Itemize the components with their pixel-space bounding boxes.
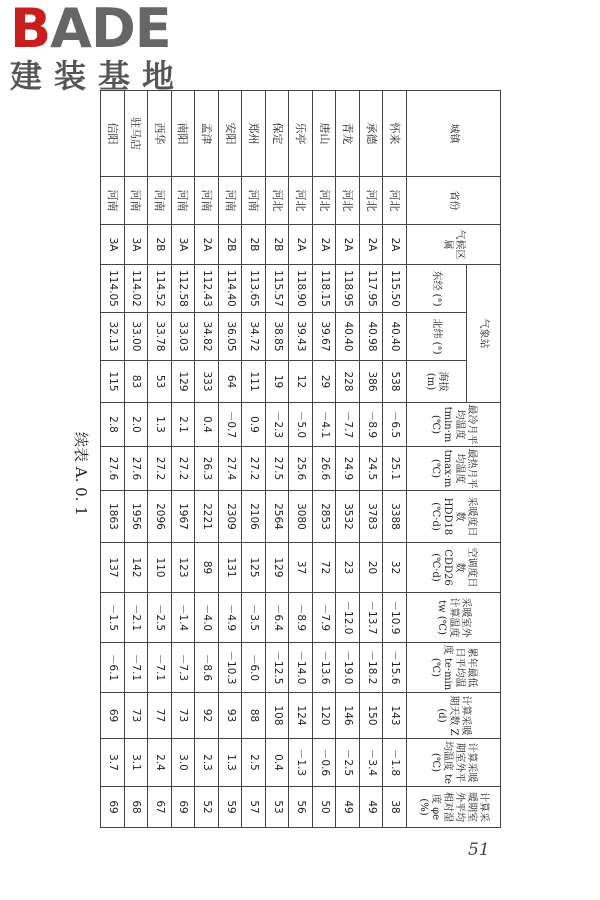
cell-lat: 40.40 — [336, 313, 360, 361]
cell-hdd: 3388 — [383, 491, 407, 543]
cell-lon: 117.95 — [359, 265, 383, 313]
cell-province: 河南 — [242, 177, 266, 225]
climate-table-wrapper — [100, 90, 501, 827]
cell-hdd: 3080 — [289, 491, 313, 543]
cell-city: 驻马店 — [124, 91, 148, 177]
cell-z: 146 — [336, 693, 360, 739]
cell-temin: －13.6 — [312, 643, 336, 693]
cell-province: 河南 — [171, 177, 195, 225]
cell-tmax: 27.4 — [218, 447, 242, 491]
cell-city: 安阳 — [218, 91, 242, 177]
cell-tmin: －8.9 — [359, 403, 383, 447]
cell-alt: 12 — [289, 361, 313, 403]
cell-phi: 56 — [289, 787, 313, 828]
table-row — [148, 91, 172, 828]
cell-lon: 113.65 — [242, 265, 266, 313]
header-te: 计算采暖期室外平均温度 te (℃) — [407, 739, 501, 787]
cell-tmax: 27.2 — [148, 447, 172, 491]
cell-phi: 52 — [195, 787, 219, 828]
table-row — [218, 91, 242, 828]
cell-tmax: 25.1 — [383, 447, 407, 491]
cell-tmin: 2.1 — [171, 403, 195, 447]
cell-alt: 386 — [359, 361, 383, 403]
cell-lat: 33.78 — [148, 313, 172, 361]
cell-tw: －4.0 — [195, 593, 219, 643]
cell-hdd: 2309 — [218, 491, 242, 543]
cell-phi: 50 — [312, 787, 336, 828]
cell-te: －1.8 — [383, 739, 407, 787]
cell-lat: 33.03 — [171, 313, 195, 361]
cell-phi: 49 — [336, 787, 360, 828]
cell-tmin: －4.1 — [312, 403, 336, 447]
cell-phi: 49 — [359, 787, 383, 828]
cell-z: 88 — [242, 693, 266, 739]
cell-city: 西华 — [148, 91, 172, 177]
header-hdd: 采暖度日数 HDD18 (℃·d) — [407, 491, 501, 543]
cell-z: 143 — [383, 693, 407, 739]
cell-city: 信阳 — [101, 91, 125, 177]
cell-te: 3.0 — [171, 739, 195, 787]
cell-lon: 118.90 — [289, 265, 313, 313]
cell-temin: －7.3 — [171, 643, 195, 693]
cell-te: 2.4 — [148, 739, 172, 787]
cell-lat: 39.67 — [312, 313, 336, 361]
cell-lon: 115.57 — [265, 265, 289, 313]
cell-province: 河北 — [289, 177, 313, 225]
cell-hdd: 2096 — [148, 491, 172, 543]
cell-alt: 19 — [265, 361, 289, 403]
table-row — [242, 91, 266, 828]
cell-tmax: 24.5 — [359, 447, 383, 491]
cell-alt: 333 — [195, 361, 219, 403]
cell-alt: 129 — [171, 361, 195, 403]
header-city: 城镇 — [407, 91, 501, 177]
cell-lon: 114.02 — [124, 265, 148, 313]
cell-zone: 2B — [148, 225, 172, 265]
cell-zone: 2B — [218, 225, 242, 265]
table-row — [312, 91, 336, 828]
cell-tmin: 1.3 — [148, 403, 172, 447]
cell-city: 南阳 — [171, 91, 195, 177]
cell-temin: －19.0 — [336, 643, 360, 693]
header-province: 省份 — [407, 177, 501, 225]
cell-tmin: －7.7 — [336, 403, 360, 447]
cell-cdd: 110 — [148, 543, 172, 593]
cell-hdd: 3783 — [359, 491, 383, 543]
cell-province: 河北 — [359, 177, 383, 225]
cell-lat: 40.98 — [359, 313, 383, 361]
brand-logo — [4, 2, 204, 97]
cell-tmax: 27.6 — [124, 447, 148, 491]
cell-tmax: 25.6 — [289, 447, 313, 491]
cell-temin: －8.6 — [195, 643, 219, 693]
table-row — [289, 91, 313, 828]
cell-cdd: 131 — [218, 543, 242, 593]
climate-table-rotated — [100, 90, 501, 827]
header-temin: 累年最低日平均温度 te·min (℃) — [407, 643, 501, 693]
cell-te: －2.5 — [336, 739, 360, 787]
cell-tmin: 2.8 — [101, 403, 125, 447]
cell-te: 2.3 — [195, 739, 219, 787]
cell-alt: 64 — [218, 361, 242, 403]
cell-temin: －18.2 — [359, 643, 383, 693]
cell-z: 73 — [171, 693, 195, 739]
header-lon: 东经 (°) — [407, 265, 467, 313]
table-row — [265, 91, 289, 828]
cell-z: 77 — [148, 693, 172, 739]
cell-hdd: 2106 — [242, 491, 266, 543]
cell-zone: 2A — [195, 225, 219, 265]
cell-te: －0.6 — [312, 739, 336, 787]
table-row — [195, 91, 219, 828]
cell-tw: －12.0 — [336, 593, 360, 643]
table-caption: 续表 A. 0. 1 — [72, 432, 90, 516]
cell-phi: 59 — [218, 787, 242, 828]
cell-tmax: 27.5 — [265, 447, 289, 491]
cell-z: 69 — [101, 693, 125, 739]
cell-phi: 69 — [101, 787, 125, 828]
cell-phi: 57 — [242, 787, 266, 828]
cell-lon: 118.15 — [312, 265, 336, 313]
table-row — [359, 91, 383, 828]
cell-province: 河北 — [312, 177, 336, 225]
cell-city: 郑州 — [242, 91, 266, 177]
cell-alt: 111 — [242, 361, 266, 403]
table-row — [383, 91, 407, 828]
cell-cdd: 37 — [289, 543, 313, 593]
cell-tw: －10.9 — [383, 593, 407, 643]
cell-province: 河北 — [383, 177, 407, 225]
cell-temin: －10.3 — [218, 643, 242, 693]
table-row — [336, 91, 360, 828]
cell-alt: 53 — [148, 361, 172, 403]
header-alt: 海拔 (m) — [407, 361, 467, 403]
cell-te: 2.5 — [242, 739, 266, 787]
cell-lat: 32.13 — [101, 313, 125, 361]
cell-lon: 112.58 — [171, 265, 195, 313]
header-tw: 采暖室外计算温度 tw (℃) — [407, 593, 501, 643]
cell-alt: 29 — [312, 361, 336, 403]
cell-cdd: 142 — [124, 543, 148, 593]
logo-wordmark: BADE — [10, 0, 171, 60]
cell-phi: 68 — [124, 787, 148, 828]
cell-te: －1.3 — [289, 739, 313, 787]
cell-zone: 3A — [124, 225, 148, 265]
cell-zone: 2A — [383, 225, 407, 265]
cell-cdd: 137 — [101, 543, 125, 593]
cell-tmin: 2.0 — [124, 403, 148, 447]
table-row — [101, 91, 125, 828]
cell-z: 93 — [218, 693, 242, 739]
cell-lat: 36.05 — [218, 313, 242, 361]
cell-lon: 118.95 — [336, 265, 360, 313]
cell-lon: 114.05 — [101, 265, 125, 313]
cell-lat: 33.00 — [124, 313, 148, 361]
cell-hdd: 3532 — [336, 491, 360, 543]
cell-city: 保定 — [265, 91, 289, 177]
table-body — [101, 91, 407, 828]
cell-province: 河南 — [218, 177, 242, 225]
cell-temin: －7.1 — [148, 643, 172, 693]
cell-zone: 2B — [242, 225, 266, 265]
cell-hdd: 2853 — [312, 491, 336, 543]
cell-city: 唐山 — [312, 91, 336, 177]
cell-temin: －7.1 — [124, 643, 148, 693]
header-tmin: 最冷月平均温度 tmin·m (℃) — [407, 403, 501, 447]
cell-temin: －6.1 — [101, 643, 125, 693]
cell-province: 河南 — [101, 177, 125, 225]
cell-tw: －1.5 — [101, 593, 125, 643]
cell-temin: －6.0 — [242, 643, 266, 693]
cell-city: 孟津 — [195, 91, 219, 177]
cell-z: 92 — [195, 693, 219, 739]
cell-tw: －13.7 — [359, 593, 383, 643]
cell-lon: 112.43 — [195, 265, 219, 313]
cell-zone: 2B — [265, 225, 289, 265]
cell-tmin: －0.7 — [218, 403, 242, 447]
cell-lon: 114.52 — [148, 265, 172, 313]
cell-tw: －2.5 — [148, 593, 172, 643]
cell-zone: 2A — [359, 225, 383, 265]
cell-cdd: 125 — [242, 543, 266, 593]
cell-z: 73 — [124, 693, 148, 739]
cell-tw: －2.1 — [124, 593, 148, 643]
cell-cdd: 32 — [383, 543, 407, 593]
header-lat: 北纬 (°) — [407, 313, 467, 361]
cell-lon: 114.40 — [218, 265, 242, 313]
cell-city: 承德 — [359, 91, 383, 177]
cell-lat: 39.43 — [289, 313, 313, 361]
cell-tw: －8.9 — [289, 593, 313, 643]
cell-zone: 3A — [171, 225, 195, 265]
cell-cdd: 23 — [336, 543, 360, 593]
cell-tw: －4.9 — [218, 593, 242, 643]
cell-cdd: 129 — [265, 543, 289, 593]
cell-alt: 228 — [336, 361, 360, 403]
cell-lat: 34.82 — [195, 313, 219, 361]
header-tmax: 最热月平均温度 tmax·m (℃) — [407, 447, 501, 491]
cell-tmin: 0.4 — [195, 403, 219, 447]
cell-tw: －1.4 — [171, 593, 195, 643]
cell-zone: 2A — [336, 225, 360, 265]
cell-tmax: 26.3 — [195, 447, 219, 491]
cell-province: 河北 — [265, 177, 289, 225]
cell-province: 河南 — [195, 177, 219, 225]
cell-zone: 2A — [289, 225, 313, 265]
logo-subtitle: 建装基地 — [10, 57, 187, 95]
cell-alt: 538 — [383, 361, 407, 403]
cell-zone: 2A — [312, 225, 336, 265]
cell-tmax: 27.6 — [101, 447, 125, 491]
header-cdd: 空调度日数 CDD26 (℃·d) — [407, 543, 501, 593]
cell-hdd: 1956 — [124, 491, 148, 543]
cell-tmin: －5.0 — [289, 403, 313, 447]
cell-phi: 53 — [265, 787, 289, 828]
cell-city: 乐亭 — [289, 91, 313, 177]
cell-tw: －6.4 — [265, 593, 289, 643]
cell-hdd: 2564 — [265, 491, 289, 543]
cell-cdd: 123 — [171, 543, 195, 593]
cell-hdd: 1863 — [101, 491, 125, 543]
page-number: 51 — [468, 840, 490, 860]
cell-city: 怀来 — [383, 91, 407, 177]
cell-phi: 67 — [148, 787, 172, 828]
cell-z: 150 — [359, 693, 383, 739]
cell-phi: 69 — [171, 787, 195, 828]
cell-temin: －15.6 — [383, 643, 407, 693]
cell-tmin: －2.3 — [265, 403, 289, 447]
cell-hdd: 2221 — [195, 491, 219, 543]
cell-cdd: 72 — [312, 543, 336, 593]
cell-province: 河南 — [148, 177, 172, 225]
cell-tmax: 27.2 — [242, 447, 266, 491]
header-phi: 计算采暖期室外平均相对湿度 φe (%) — [407, 787, 501, 828]
cell-alt: 115 — [101, 361, 125, 403]
cell-city: 青龙 — [336, 91, 360, 177]
table-row — [124, 91, 148, 828]
cell-province: 河南 — [124, 177, 148, 225]
cell-tmax: 26.6 — [312, 447, 336, 491]
cell-alt: 83 — [124, 361, 148, 403]
cell-cdd: 20 — [359, 543, 383, 593]
cell-lon: 115.50 — [383, 265, 407, 313]
cell-temin: －14.0 — [289, 643, 313, 693]
cell-province: 河北 — [336, 177, 360, 225]
cell-z: 124 — [289, 693, 313, 739]
cell-te: －3.4 — [359, 739, 383, 787]
header-climate-zone: 气候区属 — [407, 225, 501, 265]
cell-te: 3.7 — [101, 739, 125, 787]
header-z: 计算采暖期天数 Z (d) — [407, 693, 501, 739]
climate-table — [100, 90, 501, 828]
table-row — [171, 91, 195, 828]
cell-hdd: 1967 — [171, 491, 195, 543]
cell-phi: 38 — [383, 787, 407, 828]
cell-z: 108 — [265, 693, 289, 739]
cell-tmax: 24.9 — [336, 447, 360, 491]
cell-te: 3.1 — [124, 739, 148, 787]
cell-tw: －3.5 — [242, 593, 266, 643]
cell-lat: 34.72 — [242, 313, 266, 361]
cell-lat: 38.85 — [265, 313, 289, 361]
cell-tmin: 0.9 — [242, 403, 266, 447]
cell-cdd: 89 — [195, 543, 219, 593]
cell-te: 0.4 — [265, 739, 289, 787]
cell-z: 120 — [312, 693, 336, 739]
cell-te: 1.3 — [218, 739, 242, 787]
cell-temin: －12.5 — [265, 643, 289, 693]
cell-lat: 40.40 — [383, 313, 407, 361]
cell-tmax: 27.2 — [171, 447, 195, 491]
cell-tmin: －6.5 — [383, 403, 407, 447]
header-station: 气象站 — [467, 265, 501, 403]
cell-tw: －7.9 — [312, 593, 336, 643]
cell-zone: 3A — [101, 225, 125, 265]
